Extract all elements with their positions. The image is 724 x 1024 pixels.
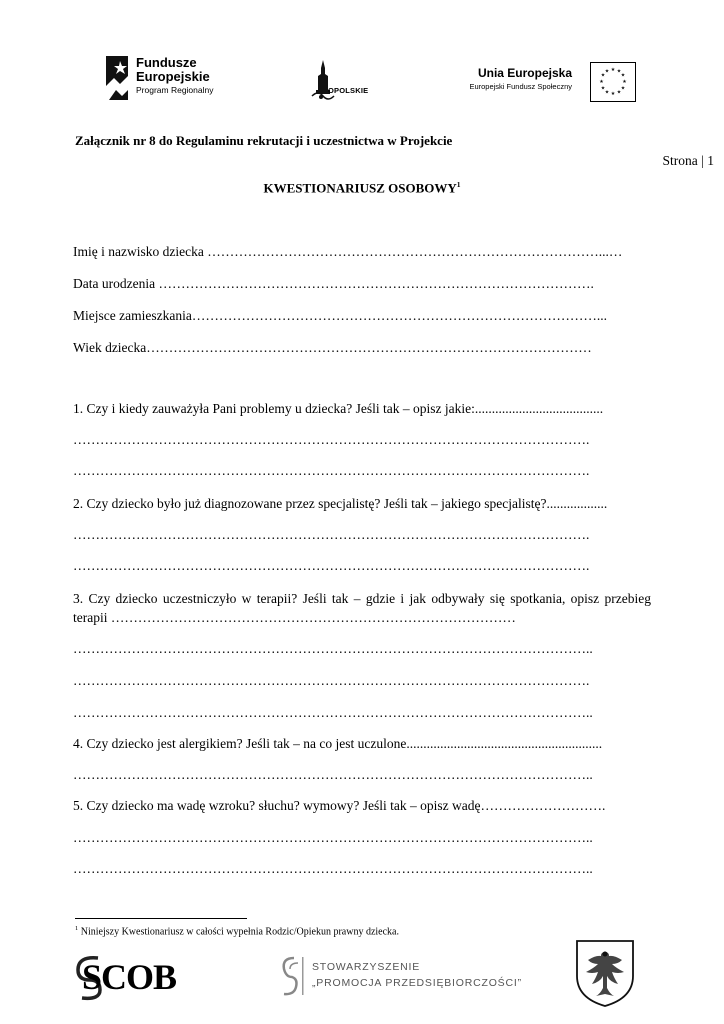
answer-line[interactable]: …………………………………………………………………………………………………….. (73, 767, 593, 782)
field-child-age[interactable] (73, 339, 651, 357)
svg-text:★: ★ (610, 67, 616, 73)
page-number: Strona | 1 (662, 153, 714, 168)
document-title (0, 180, 724, 196)
answer-line[interactable]: …………………………………………………………………………………………………….. (73, 641, 593, 656)
svg-text:★: ★ (599, 79, 604, 85)
question-blank[interactable]: ………………………. (480, 798, 606, 813)
fundusze-europejskie-mark-icon (106, 56, 128, 100)
question-5 (73, 797, 651, 815)
answer-line[interactable]: ……………………………………………………………………………………………………. (73, 673, 590, 688)
field-child-name[interactable] (73, 243, 651, 261)
question-text: 4. Czy dziecko jest alergikiem? Jeśli tak – na co jest uczulone (73, 736, 407, 751)
question-text: 3. Czy dziecko uczestniczyło w terapii? Jeśli tak – gdzie i jak odbywały się spotkania, opisz przebieg terapii (73, 591, 651, 625)
field-label: Data urodzenia (73, 276, 159, 291)
document-title-text: KWESTIONARIUSZ OSOBOWY (263, 180, 457, 196)
answer-line[interactable]: …………………………………………………………………………………………………….. (73, 705, 593, 720)
stowarzyszenie-logo (276, 955, 522, 997)
question-text: 2. Czy dziecko było już diagnozowane przez specjalistę? Jeśli tak – jakiego specjalistę? (73, 496, 547, 511)
question-1 (73, 400, 651, 418)
footnote-text: Niniejszy Kwestionariusz w całości wypełnia Rodzic/Opiekun prawny dziecka. (78, 926, 399, 938)
question-3 (73, 589, 651, 627)
question-text: 5. Czy dziecko ma wadę wzroku? słuchu? wymowy? Jeśli tak – opisz wadę (73, 798, 481, 813)
eagle-coat-of-arms-icon (574, 938, 636, 1008)
opolskie-tower-icon (310, 60, 336, 102)
svg-text:★: ★ (600, 72, 606, 79)
answer-line[interactable]: ……………………………………………………………………………………………………. (73, 558, 590, 573)
svg-text:★: ★ (604, 68, 610, 75)
answer-line[interactable]: ……………………………………………………………………………………………………. (73, 527, 590, 542)
stowarzyszenie-mark-icon (276, 955, 304, 997)
scob-logo (72, 952, 194, 1002)
question-blank[interactable]: ...................................... (474, 401, 604, 416)
field-label: Miejsce zamieszkania (73, 308, 192, 323)
field-blank: ……………………………………………………………………………………. (158, 276, 594, 291)
fe-logo-line3: Program Regionalny (136, 85, 214, 95)
title-footnote-ref: 1 (456, 180, 461, 189)
field-label: Wiek dziecka (73, 340, 147, 355)
question-text: 1. Czy i kiedy zauważyła Pani problemy u dziecka? Jeśli tak – opisz jakie: (73, 401, 475, 416)
footnote-ref: 1 (75, 925, 79, 932)
field-blank: ……………………………………………………………………………………… (146, 340, 592, 355)
svg-text:★: ★ (600, 85, 606, 92)
question-2 (73, 495, 651, 513)
question-blank[interactable]: .................. (546, 496, 608, 511)
answer-line[interactable]: ……………………………………………………………………………………………………. (73, 432, 590, 447)
fundusze-europejskie-logo (106, 56, 236, 102)
field-residence[interactable] (73, 307, 651, 325)
question-4 (73, 735, 651, 753)
svg-text:★: ★ (610, 91, 616, 97)
opolskie-logo-text: OPOLSKIE (328, 86, 369, 95)
answer-line[interactable]: …………………………………………………………………………………………………….. (73, 861, 593, 876)
fe-logo-line2: Europejskie (136, 69, 210, 84)
coat-of-arms-logo (574, 938, 636, 1008)
svg-text:★: ★ (622, 79, 627, 85)
scob-logo-text: SCOB (82, 957, 177, 997)
answer-line[interactable]: …………………………………………………………………………………………………….. (73, 830, 593, 845)
svg-text:★: ★ (616, 89, 622, 96)
eu-flag-icon (590, 62, 636, 102)
question-blank[interactable]: .......................................................... (406, 736, 603, 751)
footnote-divider (75, 918, 247, 919)
opolskie-logo (306, 60, 376, 106)
unia-europejska-logo (452, 62, 636, 104)
annex-heading: Załącznik nr 8 do Regulaminu rekrutacji i uczestnictwa w Projekcie (75, 133, 453, 148)
ue-logo-line2: Europejski Fundusz Społeczny (469, 82, 572, 91)
stowarzyszenie-line2: „PROMOCJA PRZEDSIĘBIORCZOŚCI” (312, 977, 522, 989)
question-blank[interactable]: ……………………………………………………………………………… (110, 610, 516, 625)
field-label: Imię i nazwisko dziecka (73, 244, 208, 259)
stowarzyszenie-line1: STOWARZYSZENIE (312, 961, 421, 973)
ue-logo-line1: Unia Europejska (477, 66, 572, 80)
footnote (75, 925, 399, 937)
field-blank: ……………………………………………………………………………...… (207, 244, 623, 259)
svg-text:★: ★ (620, 72, 626, 79)
fe-logo-line1: Fundusze (136, 55, 197, 70)
answer-line[interactable]: ……………………………………………………………………………………………………. (73, 463, 590, 478)
svg-text:★: ★ (620, 85, 626, 92)
svg-text:★: ★ (616, 68, 622, 75)
svg-text:★: ★ (604, 89, 610, 96)
field-birth-date[interactable] (73, 275, 651, 293)
field-blank: ………………………………………………………………………………... (191, 308, 607, 323)
